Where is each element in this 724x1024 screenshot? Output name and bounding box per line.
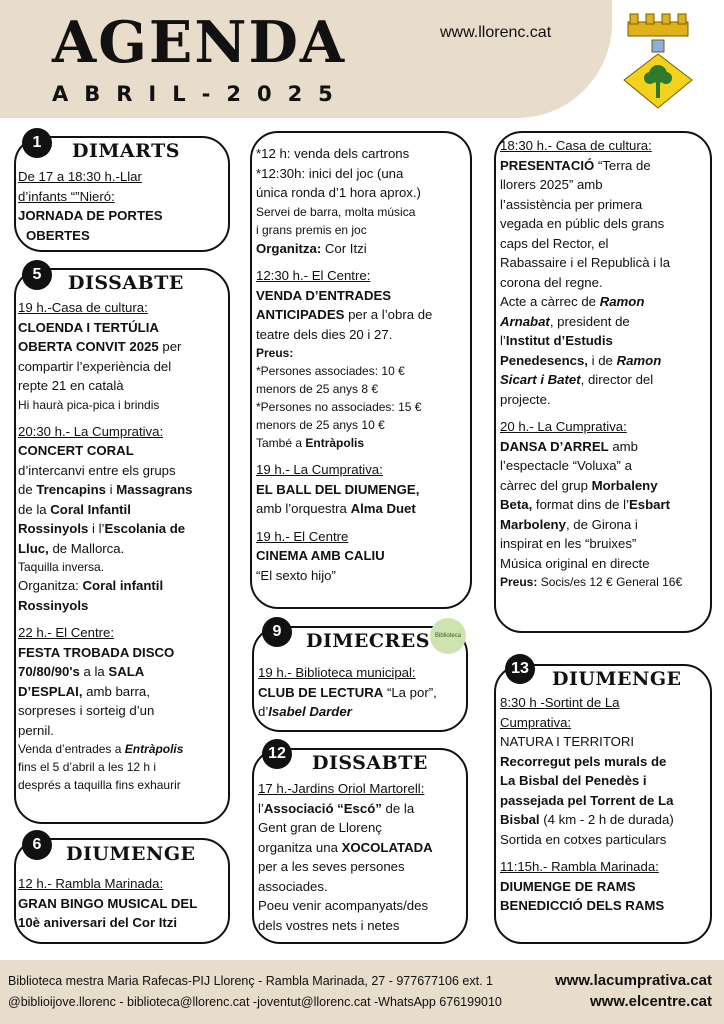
event-text: 19 h.-Casa de cultura: CLOENDA I TERTÚLIA OBERTA CONVIT 2025 per compartir l’experiència del repte 21 en català Hi haurà pica-pica i brindis 20:30 h.- La Cumprativa: CONCERT CORAL d’intercanvi entre els grups de Trencapins i Massagrans de la Coral Infantil Rossinyols i l’Escolania de Lluc, de Mallorca. Taquilla inversa. Organitza: Coral infantil Rossinyols 22 h.- El Centre: FESTA TROBADA DISCO 70/80/90's a la SALA D’ESPLAI, amb barra, sorpreses i sorteig d’un pernil. Venda d’entrades a Entràpolis fins el 5 d’abril a les 12 h i després a taquilla fins exhaurir [18, 300, 193, 792]
website-link[interactable]: www.llorenc.cat [440, 24, 552, 41]
event-text: *12 h: venda dels cartrons *12:30h: inici del joc (una única ronda d’1 hora aprox.) Servei de barra, molta música i grans premis en joc Organitza: Cor Itzi 12:30 h.- El Centre: VENDA D’ENTRADES ANTICIPADES per a l’obra de teatre dels dies 20 i 27. Preus: *Persones associades: 10 € menors de 25 anys 8 € *Persones no associades: 15 € menors de 25 anys 10 € També a Entràpolis 19 h.- La Cumprativa: EL BALL DEL DIUMENGE, amb l’orquestra Alma Duet 19 h.- El Centre CINEMA AMB CALIU “El sexto hijo” [256, 146, 433, 583]
page-title: AGENDA [52, 9, 347, 76]
day-number-badge: 13 [505, 654, 535, 684]
town-crest-icon [620, 10, 696, 110]
day-title: DIUMENGE [66, 843, 196, 865]
event-text: De 17 a 18:30 h.-Llar d’infants “”Nieró: JORNADA DE PORTES OBERTES [18, 169, 163, 243]
library-logo-badge: Biblioteca [430, 618, 466, 654]
day-title: DIUMENGE [552, 668, 682, 690]
day-number-badge: 6 [22, 830, 52, 860]
footer-address: Biblioteca mestra Maria Rafecas-PIJ Llorenç - Rambla Marinada, 27 - 977677106 ext. 1 [8, 974, 493, 988]
day-title: DIMARTS [72, 140, 180, 162]
day-title: DISSABTE [312, 752, 428, 774]
footer [0, 960, 724, 1024]
event-text: 8:30 h -Sortint de La Cumprativa: NATURA I TERRITORI Recorregut pels murals de La Bisbal del Penedès i passejada pel Torrent de La Bisbal (4 km - 2 h de durada) Sortida en cotxes particulars 11:15h.- Rambla Marinada: DIUMENGE DE RAMS BENEDICCIÓ DELS RAMS [500, 695, 674, 913]
day-number-badge: 12 [262, 739, 292, 769]
event-text: 17 h.-Jardins Oriol Martorell: l’Associació “Escó” de la Gent gran de Llorenç organitza una XOCOLATADA per a les seves persones associades. Poeu venir acompanyats/des dels vostres nets i netes [258, 781, 433, 933]
day-title: DIMECRES [306, 630, 430, 652]
day-title: DISSABTE [68, 272, 184, 294]
footer-link-lacumprativa[interactable]: www.lacumprativa.cat [554, 972, 712, 989]
day-number-badge: 5 [22, 260, 52, 290]
month-label: ABRIL-2025 [52, 82, 349, 106]
event-text: 19 h.- Biblioteca municipal: CLUB DE LECTURA “La por”, d’Isabel Darder [258, 665, 437, 719]
event-text: 18:30 h.- Casa de cultura: PRESENTACIÓ “Terra de llorers 2025” amb l’assistència per primera vegada en públic dels grans caps del Rector, el Rabassaire i el Republicà i la corona del regne. Acte a càrrec de Ramon Arnabat, president de l’Institut d’Estudis Penedesencs, i de Ramon Sicart i Batet, director del projecte. 20 h.- La Cumprativa: DANSA D’ARREL amb l’espectacle “Voluxa” a càrrec del grup Morbaleny Beta, format dins de l’Esbart Marboleny, de Girona i inspirat en les “bruixes” Música original en directe Preus: Socis/es 12 € General 16€ [500, 138, 683, 589]
footer-contacts: @biblioijove.llorenc - biblioteca@llorenc.cat -joventut@llorenc.cat -WhatsApp 676199010 [8, 995, 502, 1009]
day-number-badge: 1 [22, 128, 52, 158]
footer-link-elcentre[interactable]: www.elcentre.cat [590, 993, 712, 1010]
day-number-badge: 9 [262, 617, 292, 647]
event-text: 12 h.- Rambla Marinada: GRAN BINGO MUSICAL DEL 10è aniversari del Cor Itzi [18, 876, 198, 930]
